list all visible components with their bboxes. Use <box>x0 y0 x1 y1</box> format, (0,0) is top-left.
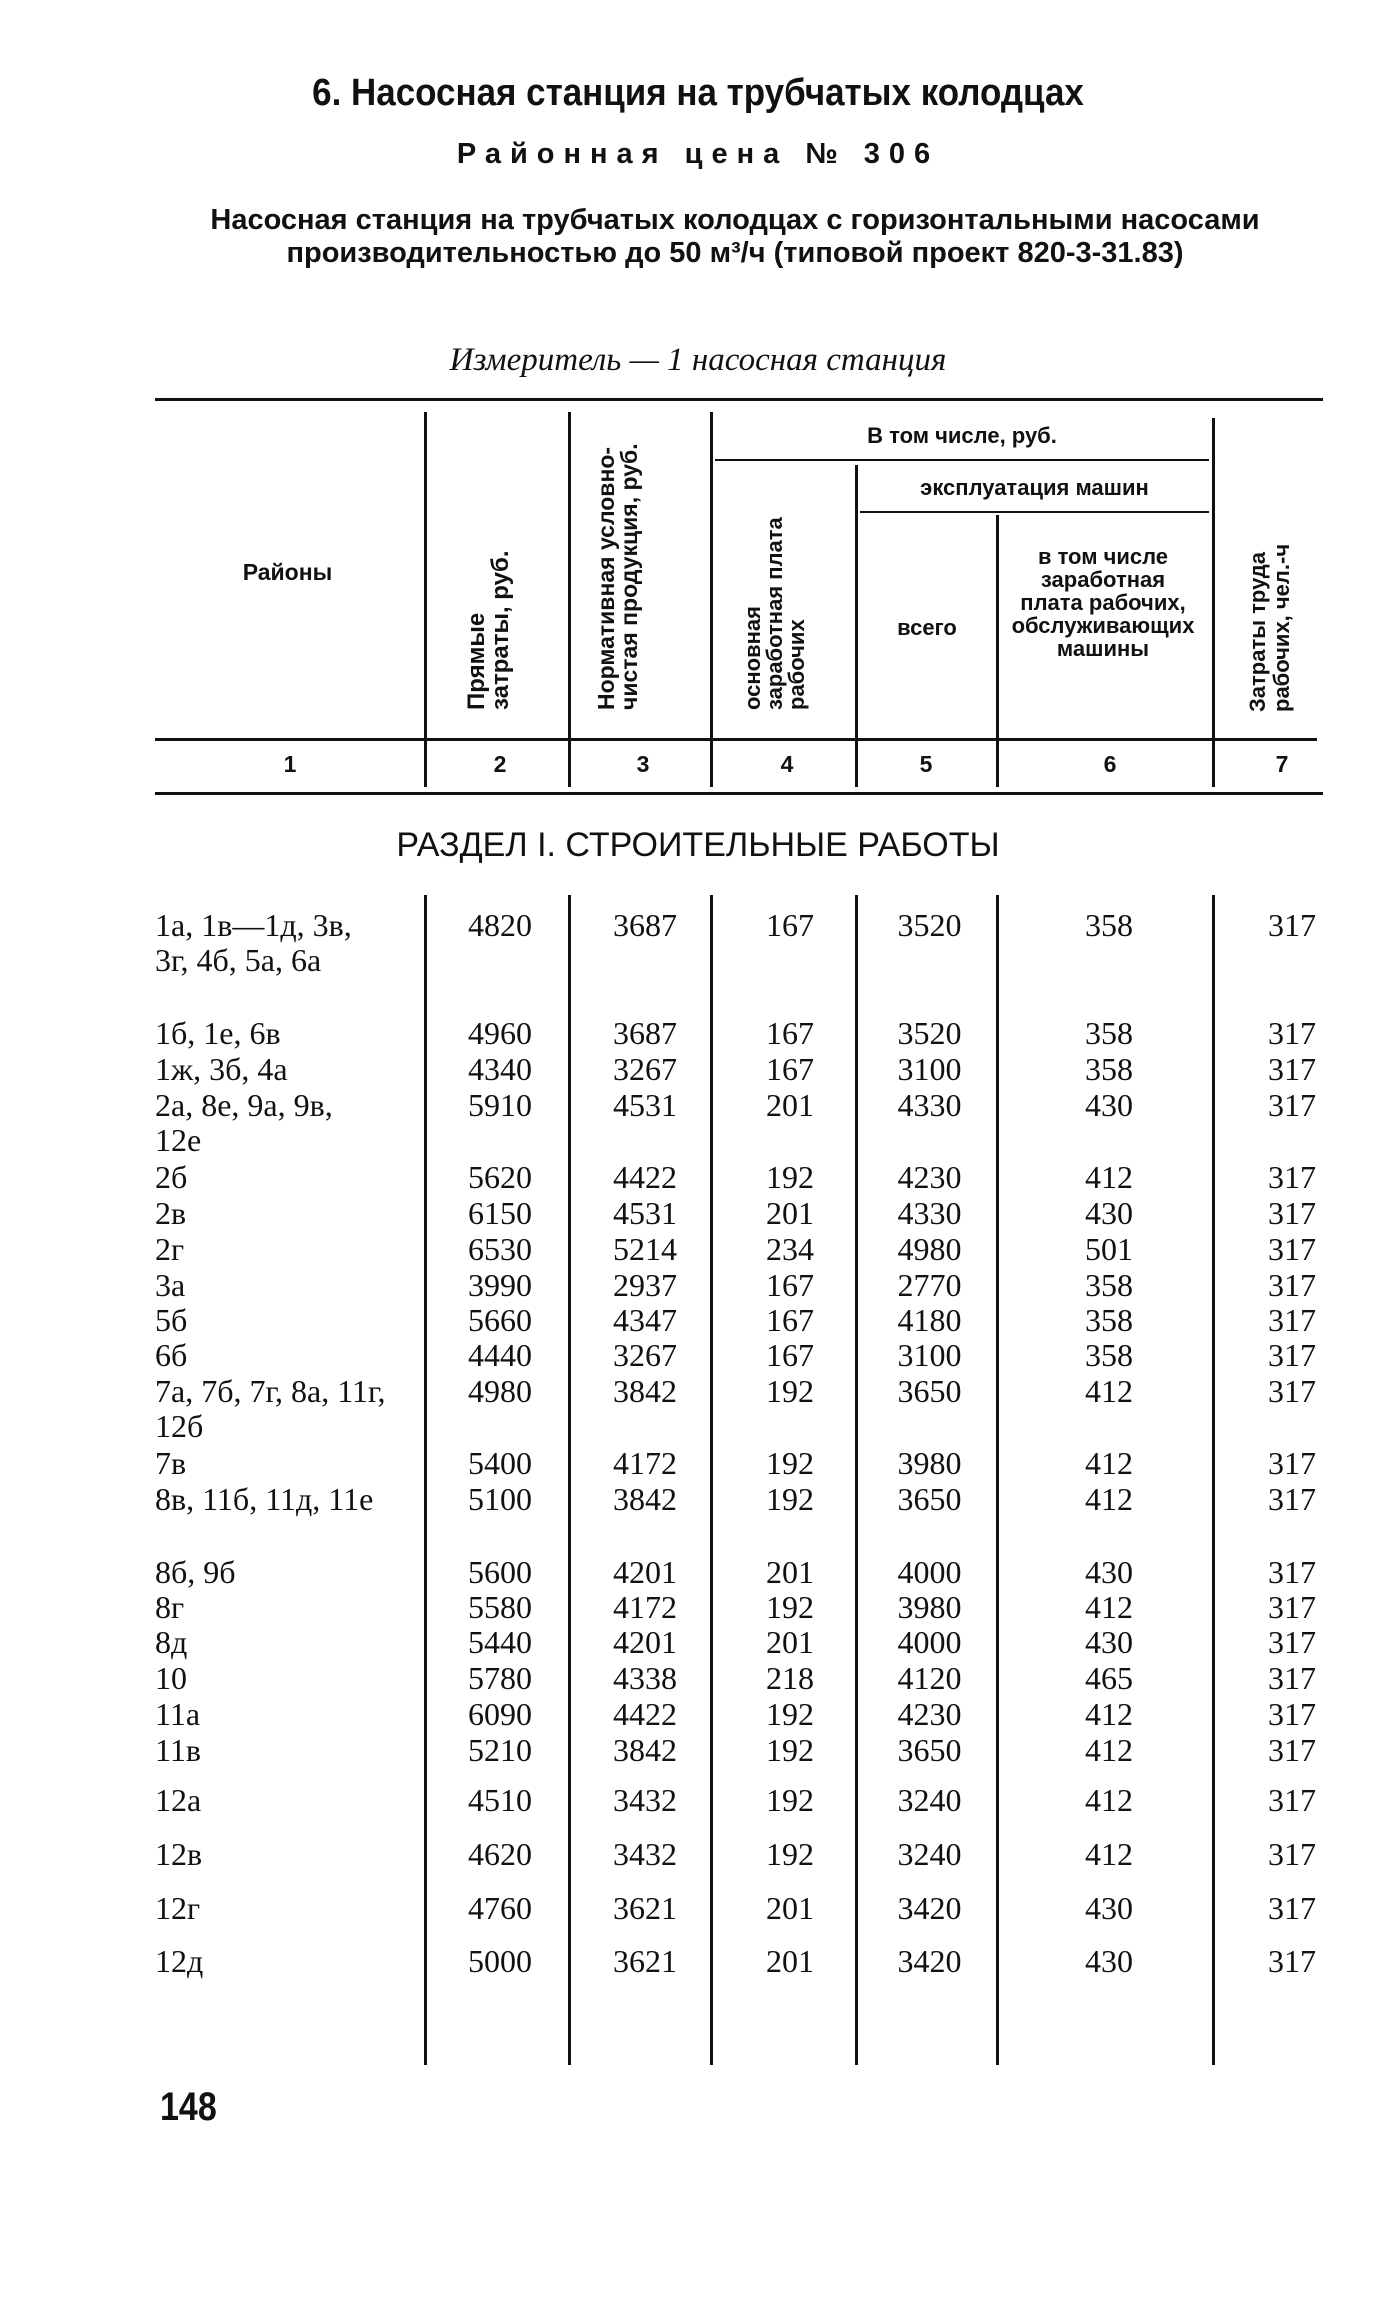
header-base-wage: основная заработная плата рабочих <box>740 517 809 710</box>
machines-wage-cell: 430 <box>1085 1624 1133 1660</box>
base-wage-cell: 201 <box>766 1087 814 1123</box>
machines-wage-cell: 358 <box>1085 1267 1133 1303</box>
base-wage-cell: 192 <box>766 1481 814 1517</box>
normative-product-cell: 3267 <box>613 1337 677 1373</box>
header-divider-7 <box>1212 418 1215 787</box>
base-wage-cell: 234 <box>766 1231 814 1267</box>
machines-total-cell: 3420 <box>897 1943 962 1979</box>
labor-costs-cell: 317 <box>1268 1696 1316 1732</box>
direct-costs-cell: 4340 <box>468 1051 532 1087</box>
machines-total-cell: 3650 <box>897 1373 962 1409</box>
direct-costs-cell: 4960 <box>468 1015 532 1051</box>
direct-costs-cell: 5910 <box>468 1087 532 1123</box>
district-cell: 12г <box>155 1890 201 1926</box>
base-wage-cell: 192 <box>766 1589 814 1625</box>
column-number-5: 5 <box>919 751 933 777</box>
base-wage-cell: 167 <box>766 1302 814 1338</box>
price-subtitle: Районная цена № 306 <box>456 138 940 170</box>
header-group-machines: эксплуатация машин <box>920 475 1149 500</box>
district-cell: 6б <box>155 1337 188 1373</box>
labor-costs-cell: 317 <box>1268 1943 1316 1979</box>
object-description: Насосная станция на трубчатых колодцах с горизонтальными насосами производительностью до 50 м³/ч (типовой проект 820-3-31.83) <box>210 204 1260 269</box>
direct-costs-cell: 5100 <box>468 1481 532 1517</box>
district-cell: 7в <box>155 1445 187 1481</box>
direct-costs-cell: 5620 <box>468 1159 532 1195</box>
machines-total-cell: 3240 <box>897 1782 962 1818</box>
machines-wage-cell: 430 <box>1085 1943 1133 1979</box>
machines-total-cell: 4000 <box>897 1624 962 1660</box>
column-number-6: 6 <box>1103 751 1117 777</box>
header-divider-6 <box>996 515 999 787</box>
normative-product-cell: 2937 <box>613 1267 677 1303</box>
direct-costs-cell: 5000 <box>468 1943 532 1979</box>
district-cell: 8г <box>155 1589 185 1625</box>
direct-costs-cell: 5440 <box>468 1624 532 1660</box>
base-wage-cell: 192 <box>766 1696 814 1732</box>
labor-costs-cell: 317 <box>1268 1481 1316 1517</box>
section-title: РАЗДЕЛ I. СТРОИТЕЛЬНЫЕ РАБОТЫ <box>396 826 1000 864</box>
header-group-including: В том числе, руб. <box>867 423 1057 448</box>
machines-total-cell: 3980 <box>897 1589 962 1625</box>
header-divider-4 <box>710 412 713 787</box>
base-wage-cell: 167 <box>766 907 814 943</box>
labor-costs-cell: 317 <box>1268 1051 1316 1087</box>
direct-costs-cell: 5780 <box>468 1660 532 1696</box>
labor-costs-cell: 317 <box>1268 1445 1316 1481</box>
normative-product-cell: 3621 <box>613 1890 677 1926</box>
district-cell: 12д <box>155 1943 204 1979</box>
district-cell: 7а, 7б, 7г, 8а, 11г, 12б <box>155 1373 386 1444</box>
header-direct-costs: Прямые затраты, руб. <box>463 550 514 710</box>
normative-product-cell: 4531 <box>613 1087 677 1123</box>
machines-wage-cell: 430 <box>1085 1087 1133 1123</box>
direct-costs-cell: 6530 <box>468 1231 532 1267</box>
labor-costs-cell: 317 <box>1268 1373 1316 1409</box>
labor-costs-cell: 317 <box>1268 1554 1316 1590</box>
machines-total-cell: 2770 <box>897 1267 962 1303</box>
normative-product-cell: 4422 <box>613 1159 677 1195</box>
labor-costs-cell: 317 <box>1268 1302 1316 1338</box>
base-wage-cell: 201 <box>766 1943 814 1979</box>
direct-costs-cell: 5210 <box>468 1732 532 1768</box>
labor-costs-cell: 317 <box>1268 1015 1316 1051</box>
machines-total-cell: 4230 <box>897 1696 962 1732</box>
base-wage-cell: 192 <box>766 1836 814 1872</box>
labor-costs-cell: 317 <box>1268 1195 1316 1231</box>
machines-wage-cell: 358 <box>1085 907 1133 943</box>
normative-product-cell: 4422 <box>613 1696 677 1732</box>
machines-total-cell: 4180 <box>897 1302 962 1338</box>
machines-wage-cell: 412 <box>1085 1373 1133 1409</box>
machines-wage-cell: 358 <box>1085 1015 1133 1051</box>
machines-wage-cell: 412 <box>1085 1445 1133 1481</box>
district-cell: 8б, 9б <box>155 1554 236 1590</box>
base-wage-cell: 201 <box>766 1890 814 1926</box>
district-cell: 2г <box>155 1231 185 1267</box>
machines-total-cell: 4980 <box>897 1231 962 1267</box>
labor-costs-cell: 317 <box>1268 1890 1316 1926</box>
group-machines-rule <box>860 511 1209 513</box>
machines-wage-cell: 465 <box>1085 1660 1133 1696</box>
district-cell: 5б <box>155 1302 188 1338</box>
direct-costs-cell: 4820 <box>468 907 532 943</box>
normative-product-cell: 4347 <box>613 1302 677 1338</box>
direct-costs-cell: 6150 <box>468 1195 532 1231</box>
direct-costs-cell: 4620 <box>468 1836 532 1872</box>
base-wage-cell: 192 <box>766 1732 814 1768</box>
direct-costs-cell: 5580 <box>468 1589 532 1625</box>
machines-total-cell: 3240 <box>897 1836 962 1872</box>
machines-total-cell: 3100 <box>897 1337 962 1373</box>
normative-product-cell: 4201 <box>613 1624 677 1660</box>
normative-product-cell: 3842 <box>613 1732 677 1768</box>
machines-wage-cell: 358 <box>1085 1051 1133 1087</box>
machines-total-cell: 3520 <box>897 907 962 943</box>
measure-unit: Измеритель — 1 насосная станция <box>449 342 947 378</box>
district-cell: 2б <box>155 1159 188 1195</box>
machines-total-cell: 3980 <box>897 1445 962 1481</box>
normative-product-cell: 3842 <box>613 1481 677 1517</box>
direct-costs-cell: 3990 <box>468 1267 532 1303</box>
machines-total-cell: 3520 <box>897 1015 962 1051</box>
district-cell: 3а <box>155 1267 186 1303</box>
machines-wage-cell: 412 <box>1085 1782 1133 1818</box>
district-cell: 2а, 8е, 9а, 9в, 12е <box>155 1087 333 1158</box>
district-cell: 2в <box>155 1195 187 1231</box>
base-wage-cell: 167 <box>766 1337 814 1373</box>
machines-wage-cell: 412 <box>1085 1836 1133 1872</box>
header-top-rule-right <box>1215 398 1323 401</box>
normative-product-cell: 4172 <box>613 1445 677 1481</box>
machines-wage-cell: 412 <box>1085 1696 1133 1732</box>
district-cell: 10 <box>155 1660 187 1696</box>
normative-product-cell: 3621 <box>613 1943 677 1979</box>
labor-costs-cell: 317 <box>1268 1589 1316 1625</box>
column-number-3: 3 <box>636 751 650 777</box>
machines-wage-cell: 430 <box>1085 1890 1133 1926</box>
header-top-rule <box>155 398 1317 401</box>
normative-product-cell: 3432 <box>613 1782 677 1818</box>
labor-costs-cell: 317 <box>1268 907 1316 943</box>
machines-total-cell: 3650 <box>897 1481 962 1517</box>
normative-product-cell: 5214 <box>613 1231 677 1267</box>
base-wage-cell: 192 <box>766 1782 814 1818</box>
machines-total-cell: 4230 <box>897 1159 962 1195</box>
direct-costs-cell: 4760 <box>468 1890 532 1926</box>
column-number-7: 7 <box>1275 751 1289 777</box>
machines-wage-cell: 358 <box>1085 1337 1133 1373</box>
page-number: 148 <box>160 2085 217 2129</box>
column-number-4: 4 <box>780 751 794 777</box>
normative-product-cell: 3432 <box>613 1836 677 1872</box>
labor-costs-cell: 317 <box>1268 1337 1316 1373</box>
direct-costs-cell: 4440 <box>468 1337 532 1373</box>
column-number-2: 2 <box>493 751 507 777</box>
base-wage-cell: 201 <box>766 1554 814 1590</box>
district-cell: 1б, 1е, 6в <box>155 1015 281 1051</box>
document-title: 6. Насосная станция на трубчатых колодцах <box>312 72 1084 114</box>
base-wage-cell: 201 <box>766 1624 814 1660</box>
district-cell: 8д <box>155 1624 188 1660</box>
machines-wage-cell: 358 <box>1085 1302 1133 1338</box>
machines-wage-cell: 412 <box>1085 1159 1133 1195</box>
machines-wage-cell: 412 <box>1085 1589 1133 1625</box>
labor-costs-cell: 317 <box>1268 1087 1316 1123</box>
header-machines-wage: в том числе заработная плата рабочих, обслуживающих машины <box>1011 544 1195 661</box>
normative-product-cell: 3267 <box>613 1051 677 1087</box>
base-wage-cell: 201 <box>766 1195 814 1231</box>
machines-wage-cell: 412 <box>1085 1481 1133 1517</box>
group-including-rule <box>715 459 1209 461</box>
header-normative-product: Нормативная условно-чистая продукция, руб. <box>593 443 642 710</box>
machines-wage-cell: 501 <box>1085 1231 1133 1267</box>
machines-total-cell: 3100 <box>897 1051 962 1087</box>
labor-costs-cell: 317 <box>1268 1782 1316 1818</box>
labor-costs-cell: 317 <box>1268 1231 1316 1267</box>
header-districts: Районы <box>242 559 333 585</box>
labor-costs-cell: 317 <box>1268 1660 1316 1696</box>
column-numbers-rule <box>155 792 1323 795</box>
machines-wage-cell: 412 <box>1085 1732 1133 1768</box>
labor-costs-cell: 317 <box>1268 1732 1316 1768</box>
machines-total-cell: 4000 <box>897 1554 962 1590</box>
normative-product-cell: 4531 <box>613 1195 677 1231</box>
base-wage-cell: 218 <box>766 1660 814 1696</box>
district-cell: 12а <box>155 1782 202 1818</box>
base-wage-cell: 192 <box>766 1159 814 1195</box>
labor-costs-cell: 317 <box>1268 1624 1316 1660</box>
header-labor-costs: Затраты труда рабочих, чел.-ч <box>1245 543 1294 712</box>
district-cell: 12в <box>155 1836 203 1872</box>
header-divider-3 <box>568 412 571 787</box>
machines-total-cell: 3650 <box>897 1732 962 1768</box>
district-cell: 1ж, 3б, 4а <box>155 1051 288 1087</box>
normative-product-cell: 3687 <box>613 907 677 943</box>
machines-total-cell: 4330 <box>897 1195 962 1231</box>
labor-costs-cell: 317 <box>1268 1267 1316 1303</box>
normative-product-cell: 3687 <box>613 1015 677 1051</box>
normative-product-cell: 4338 <box>613 1660 677 1696</box>
direct-costs-cell: 5660 <box>468 1302 532 1338</box>
base-wage-cell: 167 <box>766 1267 814 1303</box>
district-cell: 8в, 11б, 11д, 11е <box>155 1481 374 1517</box>
machines-total-cell: 3420 <box>897 1890 962 1926</box>
direct-costs-cell: 4510 <box>468 1782 532 1818</box>
base-wage-cell: 192 <box>766 1445 814 1481</box>
direct-costs-cell: 6090 <box>468 1696 532 1732</box>
district-cell: 11в <box>155 1732 201 1768</box>
machines-wage-cell: 430 <box>1085 1554 1133 1590</box>
normative-product-cell: 3842 <box>613 1373 677 1409</box>
direct-costs-cell: 5400 <box>468 1445 532 1481</box>
district-cell: 1а, 1в—1д, 3в, 3г, 4б, 5а, 6а <box>155 907 352 978</box>
header-bottom-rule <box>155 738 1317 741</box>
normative-product-cell: 4201 <box>613 1554 677 1590</box>
header-machines-total: всего <box>897 615 957 640</box>
machines-total-cell: 4330 <box>897 1087 962 1123</box>
labor-costs-cell: 317 <box>1268 1836 1316 1872</box>
labor-costs-cell: 317 <box>1268 1159 1316 1195</box>
machines-total-cell: 4120 <box>897 1660 962 1696</box>
column-number-1: 1 <box>283 751 297 777</box>
base-wage-cell: 167 <box>766 1051 814 1087</box>
direct-costs-cell: 4980 <box>468 1373 532 1409</box>
normative-product-cell: 4172 <box>613 1589 677 1625</box>
base-wage-cell: 167 <box>766 1015 814 1051</box>
machines-wage-cell: 430 <box>1085 1195 1133 1231</box>
header-divider-2 <box>424 412 427 787</box>
direct-costs-cell: 5600 <box>468 1554 532 1590</box>
district-cell: 11а <box>155 1696 201 1732</box>
base-wage-cell: 192 <box>766 1373 814 1409</box>
